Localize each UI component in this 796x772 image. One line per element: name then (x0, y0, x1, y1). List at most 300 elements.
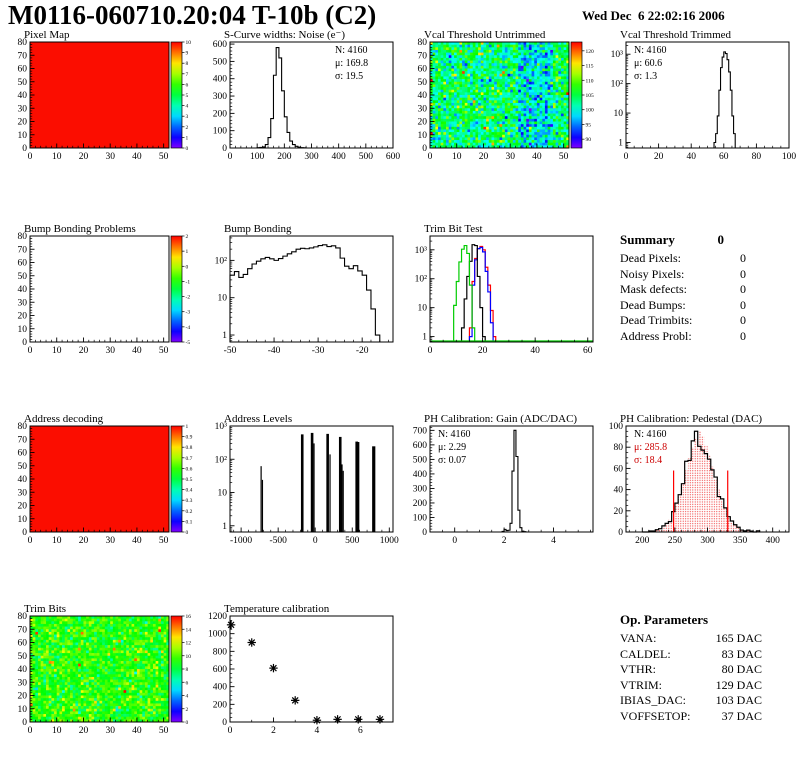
x-tick-label: -20 (355, 346, 369, 356)
level-spike (372, 446, 375, 532)
x-tick-label: 0 (27, 536, 33, 546)
ph-gain-chart (402, 412, 600, 550)
stats-line: μ: 285.8 (634, 442, 668, 453)
y-tick-label: 0 (618, 528, 623, 538)
colorbar-label: 1 (185, 249, 189, 256)
summary-row-label: Dead Pixels: (620, 251, 681, 265)
chart-title: Trim Bits (24, 603, 67, 615)
x-tick-label: 40 (132, 346, 142, 356)
x-tick-label: 40 (532, 152, 542, 162)
y-tick-label: 1 (422, 332, 427, 343)
scurve-noise-chart (202, 28, 400, 166)
x-tick-label: 0 (623, 152, 629, 162)
colorbar-label: -5 (185, 340, 191, 346)
x-tick-label: 50 (158, 726, 169, 736)
op-parameter-row (620, 647, 762, 663)
op-parameter-value: 83 DAC (721, 646, 762, 661)
y-tick-label: 70 (417, 51, 427, 62)
y-tick-label: 600 (412, 440, 427, 451)
x-tick-label: -500 (269, 536, 287, 546)
y-tick-label: 10² (610, 79, 623, 90)
level-spike (358, 442, 360, 532)
y-tick-label: 40 (17, 665, 27, 675)
x-tick-label: 0 (27, 726, 33, 736)
colorbar-label: 0 (185, 146, 189, 152)
y-tick-label: 70 (17, 245, 27, 256)
colorbar-label: 8 (185, 667, 189, 673)
x-tick-label: 0 (227, 152, 233, 162)
y-tick-label: 20 (417, 117, 427, 128)
address-decoding-chart (2, 412, 200, 550)
summary-row (620, 298, 746, 314)
colorbar-label: 0 (185, 720, 189, 726)
op-parameter-row (620, 678, 762, 694)
x-tick-label: 60 (719, 152, 729, 162)
x-tick-label: 350 (732, 536, 748, 546)
x-tick-label: -30 (311, 346, 325, 356)
y-tick-label: 10 (17, 324, 27, 335)
level-spike (329, 454, 330, 532)
chart-title: Temperature calibration (224, 603, 330, 615)
pixel-map-chart (2, 28, 200, 166)
summary-row-value: 0 (740, 313, 746, 327)
y-tick-label: 0 (22, 338, 27, 348)
chart-title: S-Curve widths: Noise (e⁻) (224, 29, 345, 41)
op-parameter-value: 37 DAC (721, 708, 762, 723)
stats-line: σ: 0.07 (438, 455, 467, 466)
colorbar-label: 0.5 (185, 477, 193, 483)
summary-rows (620, 251, 746, 344)
y-tick-label: 200 (212, 109, 227, 120)
colorbar-label: 10 (185, 40, 191, 46)
x-tick-label: 4 (314, 726, 320, 736)
colorbar-label: 9 (185, 50, 189, 57)
stats-line: μ: 60.6 (634, 58, 663, 69)
colorbar-label: -1 (185, 279, 191, 286)
x-tick-label: 0 (27, 152, 33, 162)
y-tick-label: 0 (22, 144, 27, 154)
colorbar-label: 115 (585, 63, 594, 70)
y-tick-label: 40 (417, 91, 427, 101)
x-tick-label: 2 (501, 536, 507, 546)
colorbar (171, 42, 182, 148)
panel-trim-bit-test (402, 222, 600, 360)
star-marker (248, 638, 256, 646)
y-tick-label: 1 (618, 138, 623, 149)
y-tick-label: 30 (17, 488, 27, 499)
op-parameters-title: Op. Parameters (620, 612, 709, 627)
histogram-line (257, 48, 306, 148)
op-parameter-value: 80 DAC (721, 662, 762, 676)
y-tick-label: 0 (222, 718, 227, 728)
y-tick-label: 30 (17, 678, 27, 689)
colorbar-label: 4 (185, 103, 189, 110)
x-tick-label: 200 (635, 536, 650, 546)
colorbar-label: 0.8 (185, 445, 193, 452)
level-spike (313, 443, 314, 532)
panel-ph-gain (402, 412, 600, 550)
y-tick-label: 30 (17, 104, 27, 115)
panel-scurve-noise (202, 28, 400, 166)
panel-ph-pedestal (598, 412, 796, 550)
colorbar-label: -2 (185, 294, 191, 301)
y-tick-label: 10 (17, 130, 27, 141)
chart-title: Vcal Threshold Trimmed (620, 29, 732, 41)
y-tick-label: 700 (412, 426, 427, 437)
bump-problems-chart (2, 222, 200, 360)
colorbar-label: 1 (185, 424, 189, 430)
y-tick-label: 10³ (214, 422, 227, 432)
x-tick-label: -40 (267, 346, 281, 356)
panel-address-decoding (2, 412, 200, 550)
colorbar-label: 0.1 (185, 519, 193, 526)
chart-title: Bump Bonding Problems (24, 223, 136, 235)
stats-line: σ: 18.4 (634, 455, 663, 466)
x-tick-label: 6 (358, 726, 363, 736)
y-tick-label: 60 (17, 638, 27, 649)
x-tick-label: 20 (78, 152, 89, 162)
summary-title: Summary (620, 232, 675, 247)
colorbar-label: 0.3 (185, 498, 193, 505)
level-spike (343, 471, 344, 532)
summary-row-value: 0 (740, 328, 746, 343)
y-tick-label: 60 (417, 64, 427, 75)
panel-address-levels (202, 412, 400, 550)
histogram-line (502, 430, 526, 532)
x-tick-label: 250 (667, 536, 683, 546)
summary-row (620, 251, 746, 267)
op-parameter-row (620, 709, 762, 725)
x-tick-label: 300 (304, 152, 319, 162)
colorbar-label: 6 (185, 82, 189, 89)
y-tick-label: 800 (212, 647, 227, 658)
y-tick-label: 100 (412, 513, 427, 524)
trim-bits-chart (2, 602, 200, 740)
x-tick-label: 100 (250, 152, 265, 162)
panel-trim-bits (2, 602, 200, 740)
y-tick-label: 10 (613, 109, 623, 120)
x-tick-label: 100 (781, 152, 796, 162)
y-tick-label: 20 (17, 311, 27, 322)
y-tick-label: 80 (17, 422, 27, 432)
stats-line: N: 4160 (335, 45, 368, 56)
x-tick-label: -50 (223, 346, 237, 356)
address-levels-chart (202, 412, 400, 550)
colorbar (571, 42, 582, 148)
x-tick-label: 20 (78, 536, 89, 546)
y-tick-label: 50 (17, 271, 27, 282)
level-spike (355, 442, 358, 532)
x-tick-label: 2 (271, 726, 276, 736)
summary-row-value: 0 (740, 297, 746, 312)
y-tick-label: 80 (17, 232, 27, 242)
level-spike (326, 434, 329, 532)
y-tick-label: 40 (613, 485, 623, 496)
y-tick-label: 50 (17, 461, 27, 472)
x-tick-label: 40 (686, 152, 696, 162)
x-tick-label: 50 (158, 152, 169, 162)
y-tick-label: 0 (22, 718, 27, 728)
colorbar-label: 3 (185, 114, 189, 121)
summary-row-label: Noisy Pixels: (620, 266, 685, 281)
colorbar-label: 7 (185, 71, 189, 78)
x-tick-label: 50 (558, 152, 569, 162)
summary-row (620, 329, 746, 345)
level-spike (341, 464, 342, 532)
summary-row-label: Dead Bumps: (620, 297, 686, 312)
y-tick-label: 20 (17, 117, 27, 128)
colorbar-label: 2 (185, 124, 189, 131)
y-tick-label: 300 (412, 484, 427, 495)
summary-row-value: 0 (740, 282, 746, 296)
colorbar-label: 0.2 (185, 508, 193, 515)
y-tick-label: 40 (17, 91, 27, 101)
op-parameters-rows (620, 631, 762, 724)
plot-frame (430, 236, 593, 342)
x-tick-label: 20 (653, 152, 664, 162)
colorbar-label: -4 (185, 324, 191, 331)
y-tick-label: 1 (222, 521, 227, 532)
y-tick-label: 30 (417, 104, 427, 115)
x-tick-label: 40 (530, 346, 540, 356)
x-tick-label: 500 (358, 152, 373, 162)
y-tick-label: 50 (17, 77, 27, 88)
chart-title: PH Calibration: Gain (ADC/DAC) (424, 413, 578, 425)
colorbar-label: 10 (185, 653, 191, 660)
summary-row-label: Mask defects: (620, 282, 687, 296)
y-tick-label: 0 (422, 528, 427, 538)
stats-line: σ: 1.3 (634, 71, 658, 82)
x-tick-label: -1000 (230, 536, 253, 546)
stats-line: N: 4160 (634, 429, 667, 440)
level-spike (262, 480, 263, 532)
vcal-trimmed-chart (598, 28, 796, 166)
colorbar-label: 16 (185, 614, 191, 620)
summary-row (620, 313, 746, 329)
histogram-line (714, 52, 735, 148)
y-tick-label: 1000 (208, 629, 227, 640)
colorbar-label: 120 (585, 48, 594, 55)
page-title: M0116-060710.20:04 T-10b (C2) (8, 0, 377, 30)
y-tick-label: 1200 (208, 612, 227, 622)
x-tick-label: 20 (478, 152, 489, 162)
y-tick-label: 1 (222, 331, 227, 342)
y-tick-label: 20 (17, 501, 27, 512)
colorbar-label: 0 (185, 530, 189, 536)
colorbar-label: 0.4 (185, 487, 193, 494)
x-tick-label: 30 (105, 536, 115, 546)
x-tick-label: 0 (312, 536, 318, 546)
plot-frame (230, 616, 393, 722)
colorbar-label: 1 (185, 135, 189, 142)
x-tick-label: 4 (551, 536, 556, 546)
y-tick-label: 10 (17, 704, 27, 715)
x-tick-label: 10 (51, 726, 62, 736)
x-tick-label: 20 (78, 346, 89, 356)
y-tick-label: 100 (608, 422, 623, 432)
y-tick-label: 300 (212, 92, 227, 103)
x-tick-label: 30 (105, 346, 115, 356)
colorbar-label: 8 (185, 61, 189, 68)
op-parameters-panel (620, 612, 762, 724)
colorbar-label: 6 (185, 680, 189, 687)
x-tick-label: 30 (505, 152, 515, 162)
x-tick-label: 40 (132, 726, 142, 736)
colorbar-label: 14 (185, 627, 191, 634)
summary-header (620, 232, 746, 248)
colorbar-label: 0.9 (185, 434, 193, 441)
y-tick-label: 400 (412, 469, 427, 480)
x-tick-label: 40 (132, 536, 142, 546)
y-tick-label: 10 (417, 303, 427, 314)
y-tick-label: 60 (17, 64, 27, 75)
y-tick-label: 400 (212, 74, 227, 85)
x-tick-label: 10 (51, 536, 62, 546)
x-tick-label: 600 (385, 152, 400, 162)
chart-title: Vcal Threshold Untrimmed (424, 29, 546, 41)
colorbar-label: 12 (185, 640, 191, 647)
y-tick-label: 10³ (414, 245, 427, 256)
op-parameters-header (620, 612, 762, 628)
y-tick-label: 80 (17, 38, 27, 48)
heatmap-fill (30, 426, 169, 532)
colorbar (171, 236, 182, 342)
chart-title: Address decoding (24, 413, 104, 425)
chart-title: Pixel Map (24, 29, 70, 41)
level-spike (301, 434, 304, 532)
y-tick-label: 10² (414, 274, 427, 285)
colorbar-label: 0.6 (185, 466, 193, 473)
op-parameter-label: VTHR: (620, 662, 656, 676)
histogram-line (230, 245, 380, 342)
op-parameter-value: 103 DAC (715, 693, 762, 707)
op-parameter-value: 165 DAC (715, 631, 762, 645)
plot-frame (230, 236, 393, 342)
x-tick-label: 50 (158, 536, 169, 546)
colorbar-label: 90 (585, 137, 591, 144)
chart-title: Bump Bonding (224, 223, 292, 235)
op-parameter-value: 129 DAC (715, 677, 762, 692)
chart-title: PH Calibration: Pedestal (DAC) (620, 413, 763, 425)
chart-title: Address Levels (224, 413, 293, 425)
colorbar-label: 2 (185, 706, 189, 713)
panel-bump-bonding (202, 222, 400, 360)
stats-line: N: 4160 (438, 429, 471, 440)
colorbar-label: 110 (585, 78, 594, 85)
x-tick-label: 20 (78, 726, 89, 736)
x-tick-label: 1000 (379, 536, 399, 546)
x-tick-label: 500 (345, 536, 360, 546)
x-tick-label: 0 (27, 346, 33, 356)
op-parameter-row (620, 662, 762, 678)
summary-row-label: Dead Trimbits: (620, 313, 693, 327)
stats-line: μ: 2.29 (438, 442, 467, 453)
op-parameter-label: IBIAS_DAC: (620, 693, 687, 707)
x-tick-label: 30 (105, 152, 115, 162)
colorbar-label: 2 (185, 234, 189, 240)
panel-pixel-map (2, 28, 200, 166)
op-parameter-label: VTRIM: (620, 677, 662, 692)
timestamp: Wed Dec 6 22:02:16 2006 (582, 8, 725, 23)
colorbar (171, 426, 182, 532)
stats-line: μ: 169.8 (335, 58, 369, 69)
panel-vcal-untrimmed (402, 28, 600, 166)
x-tick-label: 0 (452, 536, 458, 546)
y-tick-label: 70 (17, 51, 27, 62)
y-tick-label: 50 (17, 651, 27, 662)
y-tick-label: 0 (222, 144, 227, 154)
y-tick-label: 50 (417, 77, 427, 88)
y-tick-label: 70 (17, 625, 27, 636)
colorbar-label: 0.7 (185, 455, 193, 462)
panel-vcal-trimmed (598, 28, 796, 166)
x-tick-label: 30 (105, 726, 115, 736)
x-tick-label: 60 (582, 346, 593, 356)
y-tick-label: 60 (17, 448, 27, 459)
x-tick-label: 10 (451, 152, 462, 162)
y-tick-label: 500 (412, 455, 427, 466)
summary-row-value: 0 (740, 251, 746, 265)
y-tick-label: 10 (217, 488, 227, 499)
x-tick-label: 200 (277, 152, 292, 162)
y-tick-label: 10² (214, 256, 227, 267)
vcal-untrimmed-chart (402, 28, 600, 166)
y-tick-label: 30 (17, 298, 27, 309)
colorbar-label: 100 (585, 107, 594, 114)
bump-bonding-chart (202, 222, 400, 360)
panel-bump-bonding-problems (2, 222, 200, 360)
y-tick-label: 0 (22, 528, 27, 538)
level-spike (339, 437, 342, 532)
x-tick-label: 400 (331, 152, 346, 162)
x-tick-label: 0 (227, 726, 233, 736)
x-tick-label: 400 (765, 536, 780, 546)
summary-row-label: Address Probl: (620, 328, 692, 343)
colorbar (171, 616, 182, 722)
x-tick-label: 50 (158, 346, 169, 356)
y-tick-label: 200 (212, 700, 227, 711)
op-parameter-row (620, 631, 762, 647)
colorbar-label: 105 (585, 93, 594, 99)
plot-frame (230, 42, 393, 148)
y-tick-label: 10² (214, 455, 227, 466)
heatmap-fill (30, 42, 169, 148)
temp-calibration-chart (202, 602, 400, 740)
y-tick-label: 40 (17, 475, 27, 485)
heatmap-cells (30, 616, 169, 722)
x-tick-label: 0 (427, 152, 433, 162)
star-marker (269, 664, 277, 672)
y-tick-label: 10 (417, 130, 427, 141)
summary-row (620, 282, 746, 298)
x-tick-label: 0 (427, 346, 433, 356)
x-tick-label: 300 (700, 536, 715, 546)
level-spike (311, 433, 314, 532)
summary-row (620, 267, 746, 283)
y-tick-label: 100 (212, 126, 227, 137)
x-tick-label: 10 (51, 346, 62, 356)
y-tick-label: 80 (613, 443, 623, 454)
x-tick-label: 10 (51, 152, 62, 162)
level-spike (261, 466, 262, 532)
y-tick-label: 200 (412, 498, 427, 509)
y-tick-label: 40 (17, 285, 27, 295)
star-marker (291, 696, 299, 704)
y-tick-label: 10³ (610, 50, 623, 61)
y-tick-label: 80 (417, 38, 427, 48)
colorbar-label: -3 (185, 309, 191, 316)
stats-line: σ: 19.5 (335, 71, 364, 82)
